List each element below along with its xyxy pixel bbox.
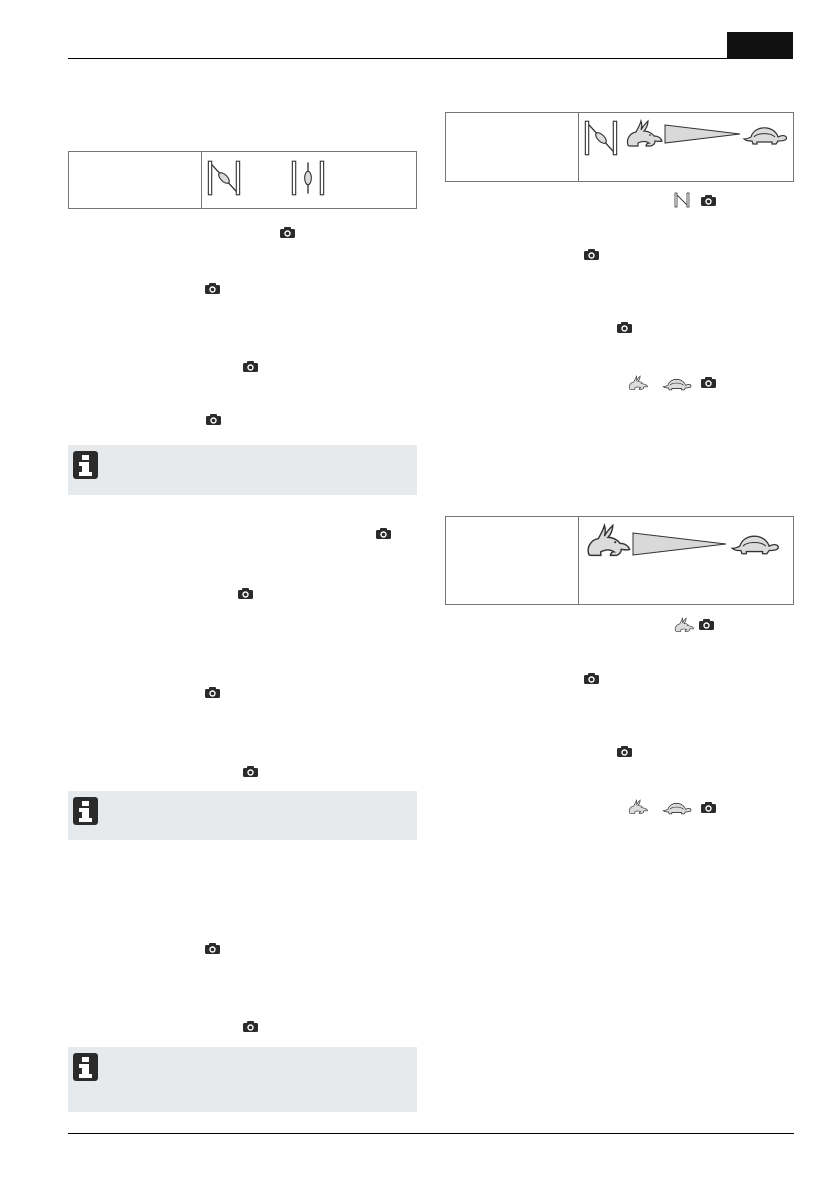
camera-icon	[376, 528, 391, 539]
hare-icon	[627, 375, 649, 391]
tortoise-icon	[662, 376, 692, 392]
throttle-valve-small-icon	[674, 192, 690, 208]
header-tab	[727, 32, 793, 59]
header-rule	[68, 58, 727, 59]
info-icon	[73, 1053, 98, 1081]
speed-wedge-icon	[632, 531, 728, 557]
camera-icon	[617, 746, 632, 757]
camera-icon	[584, 673, 599, 684]
camera-icon	[701, 377, 716, 388]
info-note	[68, 1047, 417, 1112]
info-note	[68, 791, 417, 840]
hare-icon	[584, 523, 632, 559]
speed-wedge-icon	[664, 123, 742, 145]
info-icon	[73, 451, 98, 479]
camera-icon	[699, 619, 714, 630]
info-note	[68, 445, 417, 495]
tortoise-icon	[662, 800, 692, 816]
valve-table	[68, 151, 417, 209]
camera-icon	[701, 802, 716, 813]
throttle-valve-open-icon	[291, 159, 325, 197]
camera-icon	[243, 1021, 258, 1032]
tortoise-icon	[730, 531, 780, 557]
camera-icon	[243, 361, 258, 372]
camera-icon	[617, 322, 632, 333]
speed-valve-table	[445, 112, 794, 182]
table-divider	[578, 517, 579, 604]
hare-icon	[627, 799, 649, 815]
throttle-valve-icon	[584, 119, 618, 157]
camera-icon	[238, 588, 253, 599]
throttle-valve-closed-icon	[207, 159, 241, 197]
footer-rule	[68, 1133, 794, 1134]
camera-icon	[584, 249, 599, 260]
camera-icon	[205, 687, 220, 698]
tortoise-icon	[742, 123, 788, 147]
camera-icon	[205, 943, 220, 954]
info-icon	[73, 797, 98, 825]
speed-table	[445, 516, 794, 605]
table-divider	[201, 152, 202, 208]
hare-icon	[624, 119, 664, 149]
camera-icon	[280, 227, 295, 238]
table-divider	[578, 113, 579, 181]
hare-icon	[673, 617, 695, 633]
camera-icon	[701, 195, 716, 206]
camera-icon	[205, 283, 220, 294]
camera-icon	[206, 414, 221, 425]
camera-icon	[243, 766, 258, 777]
